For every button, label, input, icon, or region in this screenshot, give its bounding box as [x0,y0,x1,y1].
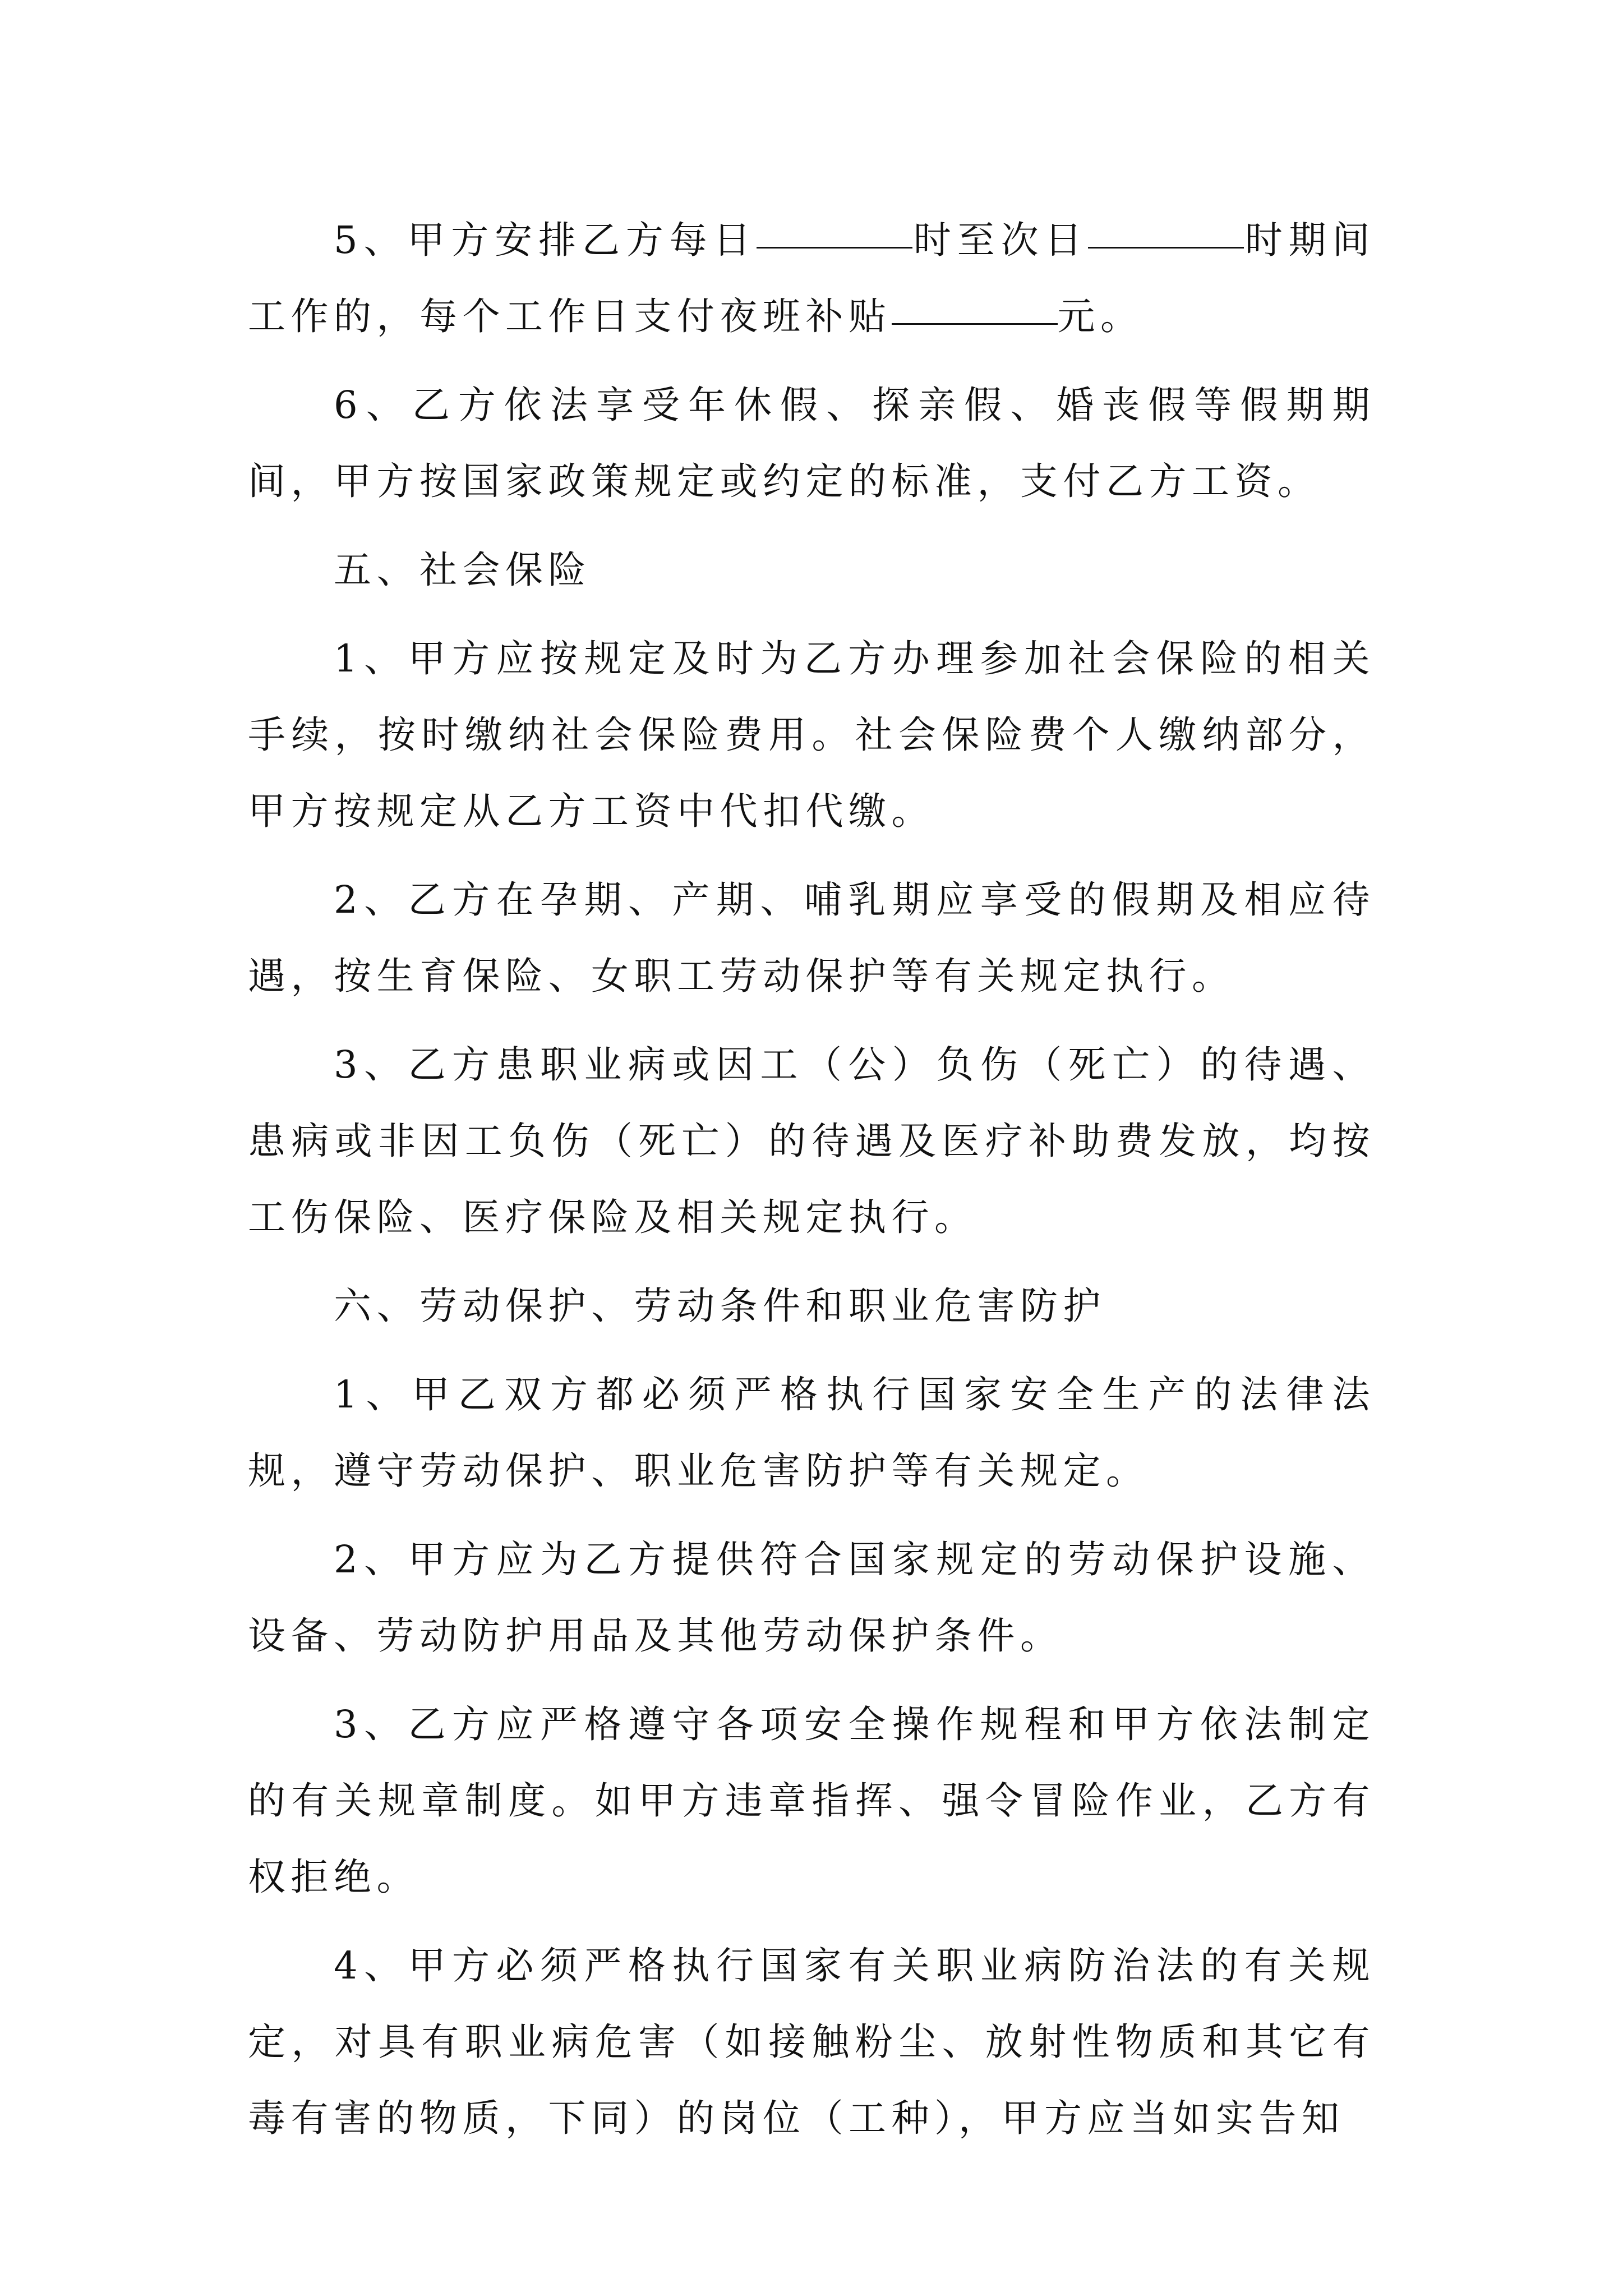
clause-text-part: 时至次日 [912,218,1089,262]
fill-blank-start-hour [757,208,912,249]
clause-paid-leave: 6、乙方依法享受年休假、探亲假、婚丧假等假期期间，甲方按国家政策规定或约定的标准，支付乙方工资。 [248,383,1375,503]
clause-social-insurance-1: 1、甲方应按规定及时为乙方办理参加社会保险的相关手续，按时缴纳社会保险费用。社会保险费个人缴纳部分，甲方按规定从乙方工资中代扣代缴。 [248,637,1375,833]
clause-text-part: 元。 [1057,295,1144,338]
clause-labor-protection-4: 4、甲方必须严格执行国家有关职业病防治法的有关规定，对具有职业病危害（如接触粉尘、放射性物质和其它有毒有害的物质，下同）的岗位（工种），甲方应当如实告知 [248,1944,1375,2140]
clause-labor-protection-2: 2、甲方应为乙方提供符合国家规定的劳动保护设施、设备、劳动防护用品及其他劳动保护条件。 [248,1538,1375,1658]
clause-social-insurance-2: 2、乙方在孕期、产期、哺乳期应享受的假期及相应待遇，按生育保险、女职工劳动保护等有关规定执行。 [248,878,1375,998]
clause-labor-protection-3: 3、乙方应严格遵守各项安全操作规程和甲方依法制定的有关规章制度。如甲方违章指挥、强令冒险作业，乙方有权拒绝。 [248,1703,1375,1899]
section-heading-social-insurance: 五、社会保险 [334,548,591,592]
clause-text-part: 5、甲方安排乙方每日 [334,218,757,262]
clause-text-part: 时期间工作的，每个工作日支付夜班补贴 [248,218,1375,338]
fill-blank-end-hour [1088,208,1244,249]
fill-blank-subsidy-amount [892,284,1058,325]
clause-social-insurance-3: 3、乙方患职业病或因工（公）负伤（死亡）的待遇、患病或非因工负伤（死亡）的待遇及医疗补助费发放，均按工伤保险、医疗保险及相关规定执行。 [248,1043,1375,1239]
clause-night-shift [248,202,1375,355]
section-heading-labor-protection: 六、劳动保护、劳动条件和职业危害防护 [334,1284,1106,1328]
clause-labor-protection-1: 1、甲乙双方都必须严格执行国家安全生产的法律法规，遵守劳动保护、职业危害防护等有关规定。 [248,1373,1375,1493]
document-body [248,202,1375,2169]
